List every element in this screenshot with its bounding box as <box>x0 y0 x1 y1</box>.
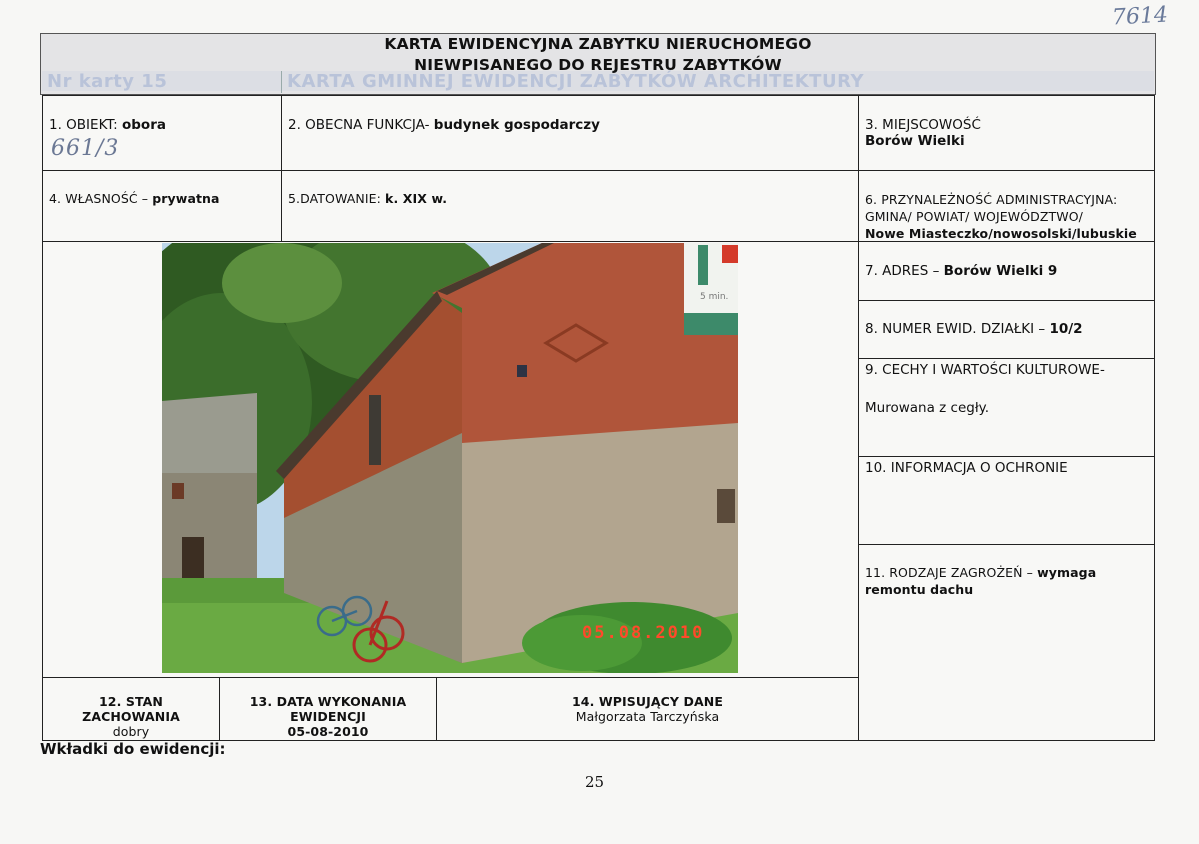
field-record-date-value: 05-08-2010 <box>287 724 369 739</box>
field-record-date <box>219 677 437 741</box>
handwritten-archive-number: 7614 <box>1111 2 1169 31</box>
field-protection-label: 10. INFORMACJA O OCHRONIE <box>865 460 1068 476</box>
field-record-date-label: 13. DATA WYKONANIA EWIDENCJI <box>249 694 407 724</box>
field-parcel-label: 8. NUMER EWID. DZIAŁKI – <box>865 321 1046 337</box>
header-title-line1: KARTA EWIDENCYJNA ZABYTKU NIERUCHOMEGO <box>384 35 812 53</box>
handwritten-parcel-note: 661/3 <box>51 136 120 161</box>
field-state-value: dobry <box>112 724 150 739</box>
field-threats <box>858 544 1155 741</box>
photo-date-stamp: 05.08.2010 <box>582 623 705 643</box>
field-admin-value: Nowe Miasteczko/nowosolski/lubuskie <box>865 226 1137 241</box>
page-number: 25 <box>585 773 605 791</box>
field-data-entry-person <box>436 677 859 741</box>
field-current-function <box>281 95 859 171</box>
ghost-card-number: Nr karty 15 <box>47 71 168 92</box>
field-parcel-number <box>858 300 1155 360</box>
field-administration <box>858 170 1155 242</box>
field-object-label: 1. OBIEKT: <box>49 117 118 133</box>
field-function-value: budynek gospodarczy <box>433 117 600 133</box>
field-entry-label: 14. WPISUJĄCY DANE <box>571 694 723 709</box>
field-object-value: obora <box>121 117 166 133</box>
field-parcel-value: 10/2 <box>1049 321 1083 337</box>
field-entry-value: Małgorzata Tarczyńska <box>575 709 720 724</box>
field-protection-info <box>858 456 1155 545</box>
ghost-card-title: KARTA GMINNEJ EWIDENCJI ZABYTKÓW ARCHITEKTURY <box>287 71 864 92</box>
field-dating <box>281 170 859 242</box>
field-threats-label: 11. RODZAJE ZAGROŻEŃ – <box>865 565 1034 580</box>
field-address-label: 7. ADRES – <box>865 263 940 279</box>
inserts-note: Wkładki do ewidencji: <box>40 740 226 758</box>
header-title-line2: NIEWPISANEGO DO REJESTRU ZABYTKÓW <box>414 56 782 74</box>
field-preservation-state <box>42 677 220 741</box>
field-cultural-value: Murowana z cegły. <box>865 400 990 416</box>
field-locality <box>858 95 1155 171</box>
field-admin-label-1: 6. PRZYNALEŻNOŚĆ ADMINISTRACYJNA: <box>865 192 1118 207</box>
field-locality-label: 3. MIEJSCOWOŚĆ <box>865 117 981 133</box>
field-admin-label-2: GMINA/ POWIAT/ WOJEWÓDZTWO/ <box>865 209 1083 224</box>
photo-sign-text: 5 min. <box>700 292 729 302</box>
field-ownership-label: 4. WŁASNOŚĆ – <box>49 191 149 206</box>
field-function-label: 2. OBECNA FUNKCJA- <box>288 117 430 133</box>
card-header <box>40 33 1156 95</box>
field-state-label: 12. STAN ZACHOWANIA <box>82 694 180 724</box>
field-object <box>42 95 282 171</box>
field-locality-value: Borów Wielki <box>865 133 965 149</box>
building-photo <box>162 243 738 673</box>
barn-photo-illustration <box>162 243 738 673</box>
field-ownership <box>42 170 282 242</box>
field-dating-value: k. XIX w. <box>385 191 448 206</box>
field-address <box>858 241 1155 302</box>
field-cultural-label: 9. CECHY I WARTOŚCI KULTUROWE- <box>865 362 1105 378</box>
field-ownership-value: prywatna <box>152 191 220 206</box>
field-threats-value: wymaga remontu dachu <box>865 565 1097 597</box>
field-address-value: Borów Wielki 9 <box>943 263 1058 279</box>
field-cultural-values <box>858 358 1155 457</box>
field-dating-label: 5.DATOWANIE: <box>288 191 381 206</box>
